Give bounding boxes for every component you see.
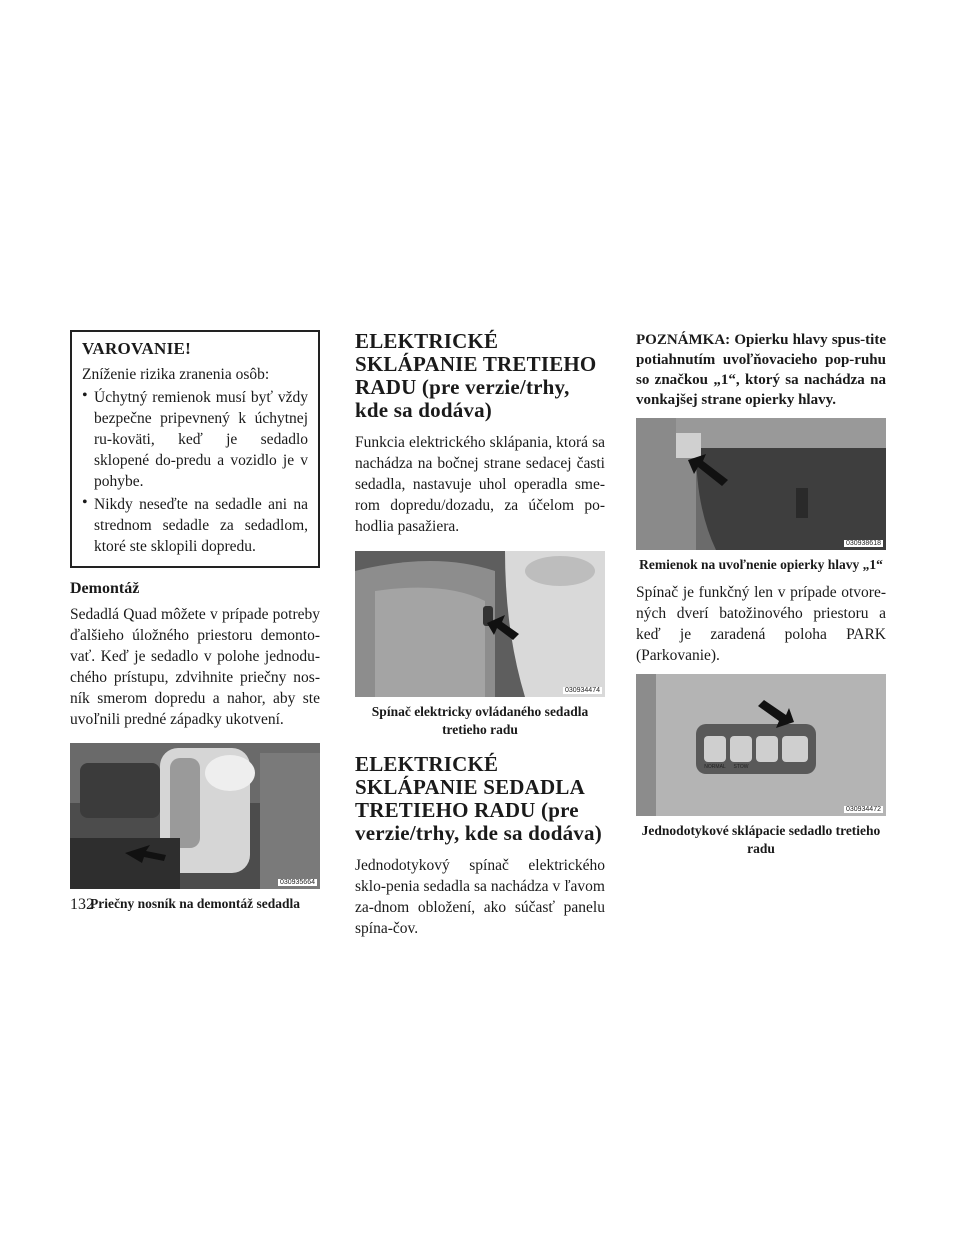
seat-switch-illustration [355,551,605,697]
switch-panel-illustration [636,674,886,816]
warning-title: VAROVANIE! [82,339,192,358]
figure-caption: Remienok na uvoľnenie opierky hlavy „1“ [639,557,883,572]
switch-panel-photo [636,674,886,816]
figure-code: 030938618 [845,540,881,547]
warning-item-text: Nikdy neseďte na sedadle ani na strednom sedadle za sedadlom, ktoré ste sklopili dopredu. [94,496,308,555]
figure-caption: Spínač elektricky ovládaného sedadla tretieho radu [371,704,589,737]
warning-item [82,387,308,492]
headrest-strap-photo [636,418,886,550]
note-text: POZNÁMKA: Opierku hlavy spus-tite potiahnutím uvoľňovacieho pop-ruhu so značkou „1“, ktorý sa nachádza na vonkajšej strane opierky hlavy. [636,332,886,408]
stow-button-label: STOW [733,764,749,770]
normal-button-label: NORMAL [704,764,726,770]
headrest-strap-illustration [636,418,886,550]
switch-text: Spínač je funkčný len v prípade otvore-ných dverí batožinového priestoru a keď je zaradená poloha PARK (Parkovanie). [636,584,886,664]
seat-removal-illustration [70,743,320,889]
section-heading-power-fold: ELEKTRICKÉ SKLÁPANIE TRETIEHO RADU (pre verzie/trhy, kde sa dodáva) [355,329,597,422]
seat-switch-photo [355,551,605,697]
column-left [70,330,320,913]
warning-box [70,330,320,568]
figure-code: 030934472 [845,806,881,813]
section-heading-power-fold-seat: ELEKTRICKÉ SKLÁPANIE SEDADLA TRETIEHO RADU (pre verzie/trhy, kde sa dodáva) [355,752,602,845]
figure-code: 030934474 [564,687,600,694]
warning-item [82,494,308,557]
bullet-icon: • [82,494,88,511]
note [636,330,886,410]
section-text: Funkcia elektrického sklápania, ktorá sa nachádza na bočnej strane sedacej časti sedadla, nastavuje uhol operadla sme-rom dopredu/dozadu, za účelom po-hodlia pasažiera. [355,434,605,535]
page-number: 132 [70,896,94,913]
removal-text: Sedadlá Quad môžete v prípade potreby ďalšieho úložného priestoru demonto-vať. Keď je sedadlo v polohe jednodu-chého prístupu, zdvihnite priečny nos-ník smerom dopredu a nahor, aby ste uvoľnili predné západky ukotvení. [70,606,320,728]
seat-removal-photo [70,743,320,889]
warning-intro: Zníženie rizika zranenia osôb: [82,366,270,383]
column-middle [355,330,605,939]
figure-caption: Jednodotykové sklápacie sedadlo tretieho radu [641,823,881,856]
figure-caption: Priečny nosník na demontáž sedadla [89,896,301,911]
column-right [636,330,886,858]
warning-item-text: Úchytný remienok musí byť vždy bezpečne pripevnený k úchytnej ru-koväti, keď je sedadlo sklopené do-predu a vozidlo je v pohybe. [94,389,308,490]
removal-heading: Demontáž [70,580,140,597]
section-text: Jednodotykový spínač elektrického sklo-penia sedadla sa nachádza v ľavom za-dnom obložení, ako súčasť panelu spína-čov. [355,857,605,937]
figure-code: 030935664 [279,879,315,886]
bullet-icon: • [82,387,88,404]
